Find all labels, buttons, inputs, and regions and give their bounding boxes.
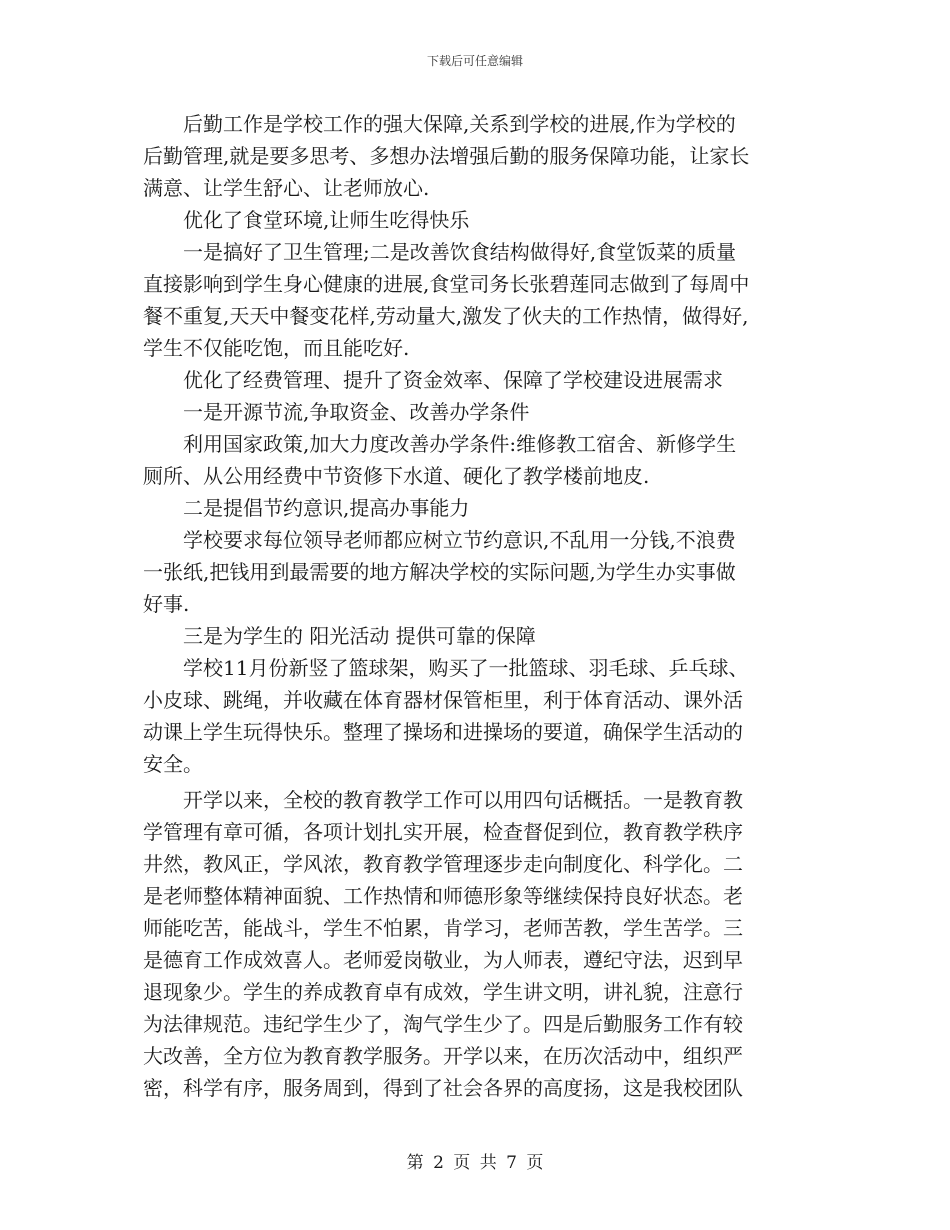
body-line: 学管理有章可循，各项计划扎实开展，检查督促到位，教育教学秩序: [143, 820, 743, 844]
body-line: 优化了食堂环境,让师生吃得快乐: [143, 208, 470, 232]
body-line: 二是提倡节约意识,提高办事能力: [143, 496, 470, 520]
body-line: 厕所、从公用经费中节资修下水道、硬化了教学楼前地皮.: [143, 464, 650, 488]
body-line: 利用国家政策,加大力度改善办学条件:维修教工宿舍、新修学生: [143, 432, 737, 456]
body-line: 好事.: [143, 592, 190, 616]
body-line: 为法律规范。违纪学生少了，淘气学生少了。四是后勤服务工作有较: [143, 1012, 743, 1036]
document-body: [143, 108, 808, 1104]
body-line: 开学以来，全校的教育教学工作可以用四句话概括。一是教育教: [143, 788, 743, 812]
body-line: 学校要求每位领导老师都应树立节约意识,不乱用一分钱,不浪费: [143, 528, 736, 552]
body-line: 安全。: [143, 752, 203, 776]
body-line: 满意、让学生舒心、让老师放心.: [143, 176, 430, 200]
body-line: 动课上学生玩得快乐。整理了操场和进操场的要道，确保学生活动的: [143, 720, 743, 744]
body-line: 直接影响到学生身心健康的进展,食堂司务长张碧莲同志做到了每周中: [143, 272, 750, 296]
body-line: 一是开源节流,争取资金、改善办学条件: [143, 400, 530, 424]
body-line: 优化了经费管理、提升了资金效率、保障了学校建设进展需求: [143, 368, 723, 392]
body-line: 小皮球、跳绳，并收藏在体育器材保管柜里，利于体育活动、课外活: [143, 688, 743, 712]
page-number-footer: 第 2 页 共 7 页: [406, 1153, 544, 1173]
body-line: 三是为学生的 阳光活动 提供可靠的保障: [143, 624, 536, 648]
body-line: 井然，教风正，学风浓，教育教学管理逐步走向制度化、科学化。二: [143, 852, 743, 876]
body-line: 是德育工作成效喜人。老师爱岗敬业，为人师表，遵纪守法，迟到早: [143, 948, 743, 972]
body-line: 退现象少。学生的养成教育卓有成效，学生讲文明，讲礼貌，注意行: [143, 980, 743, 1004]
body-line: 是老师整体精神面貌、工作热情和师德形象等继续保持良好状态。老: [143, 884, 743, 908]
body-line: 后勤管理,就是要多思考、多想办法增强后勤的服务保障功能，让家长: [143, 144, 750, 168]
body-line: 密，科学有序，服务周到，得到了社会各界的高度扬，这是我校团队: [143, 1076, 743, 1100]
body-line: 大改善，全方位为教育教学服务。开学以来，在历次活动中，组织严: [143, 1044, 743, 1068]
body-line: 学校11月份新竖了篮球架，购买了一批篮球、羽毛球、乒乓球、: [143, 656, 749, 680]
body-line: 后勤工作是学校工作的强大保障,关系到学校的进展,作为学校的: [143, 112, 736, 136]
body-line: 师能吃苦，能战斗，学生不怕累，肯学习，老师苦教，学生苦学。三: [143, 916, 743, 940]
body-line: 学生不仅能吃饱，而且能吃好.: [143, 336, 410, 360]
body-line: 一张纸,把钱用到最需要的地方解决学校的实际问题,为学生办实事做: [143, 560, 736, 584]
body-line: 一是搞好了卫生管理;二是改善饮食结构做得好,食堂饭菜的质量: [143, 240, 737, 264]
body-line: 餐不重复,天天中餐变花样,劳动量大,激发了伙夫的工作热情，做得好,: [143, 304, 749, 328]
page-header: 下载后可任意编辑: [426, 54, 523, 68]
